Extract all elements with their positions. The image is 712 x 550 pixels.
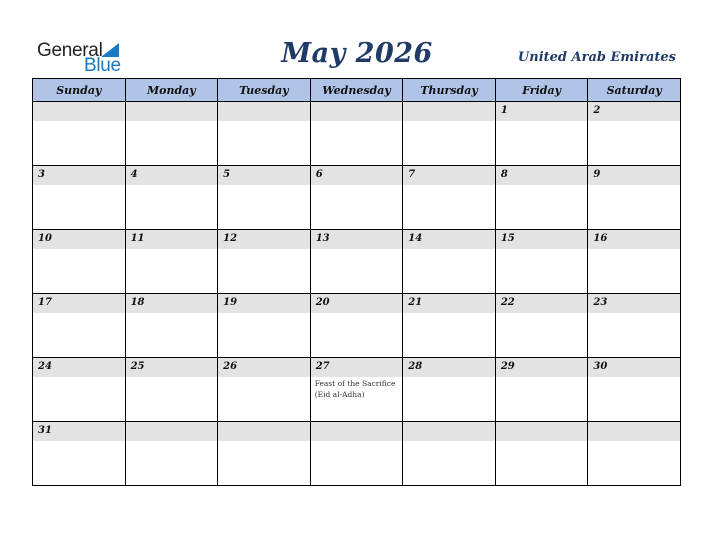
day-cell [125,358,218,422]
date-band [311,422,403,441]
day-cell [125,294,218,358]
weekday-thursday: Thursday [403,79,496,102]
day-cell [33,102,126,166]
date-band [218,102,310,121]
date-band [33,166,125,185]
day-cell [403,230,496,294]
date-band [496,358,588,377]
date-band [403,102,495,121]
weekday-tuesday: Tuesday [218,79,311,102]
country-label: United Arab Emirates [517,50,676,65]
weekday-wednesday: Wednesday [310,79,403,102]
day-cell [588,166,681,230]
day-number: 13 [315,233,330,244]
date-band [588,166,680,185]
day-number: 11 [130,233,145,244]
day-number: 17 [38,297,52,308]
day-number: 20 [315,297,330,308]
day-number: 31 [38,425,52,436]
date-band [403,358,495,377]
date-band [33,422,125,441]
date-band [218,166,310,185]
date-band [496,422,588,441]
day-cell [33,230,126,294]
day-cell [495,422,588,486]
date-band [311,358,403,377]
day-number: 22 [500,297,515,308]
date-band [126,422,218,441]
date-band [218,230,310,249]
weekday-saturday: Saturday [588,79,681,102]
week-row [33,358,681,422]
day-cell [588,358,681,422]
week-row [33,166,681,230]
day-number: 24 [38,361,52,372]
day-number: 4 [130,169,138,180]
day-number: 2 [593,105,601,116]
day-cell [33,294,126,358]
generalblue-logo [37,40,137,74]
day-cell [495,294,588,358]
date-band [403,230,495,249]
day-cell [33,166,126,230]
day-number: 25 [130,361,145,372]
date-band [496,166,588,185]
day-cell [588,294,681,358]
weekday-header-row [33,79,681,102]
day-number: 15 [500,233,515,244]
date-band [33,358,125,377]
day-number: 5 [223,169,231,180]
date-band [403,294,495,313]
day-number: 6 [315,169,323,180]
day-cell [588,102,681,166]
date-band [126,358,218,377]
day-number: 10 [38,233,52,244]
date-band [33,294,125,313]
date-band [403,166,495,185]
calendar-title: May 2026 [281,38,433,69]
week-row [33,102,681,166]
day-cell [218,294,311,358]
day-number: 27 [315,361,330,372]
holiday-event: Feast of the Sacrifice (Eid al-Adha) [314,379,396,399]
date-band [311,230,403,249]
day-cell [495,358,588,422]
date-band [126,166,218,185]
day-cell [403,102,496,166]
date-band [588,422,680,441]
date-band [311,294,403,313]
day-number: 1 [500,105,508,116]
date-band [218,294,310,313]
day-cell [403,166,496,230]
week-row [33,422,681,486]
day-cell [218,230,311,294]
date-band [588,102,680,121]
day-number: 12 [223,233,238,244]
date-band [496,230,588,249]
date-band [126,102,218,121]
day-cell [218,102,311,166]
weekday-sunday: Sunday [33,79,126,102]
day-cell [218,166,311,230]
week-row [33,294,681,358]
day-number: 30 [593,361,608,372]
day-cell [310,422,403,486]
day-cell [310,294,403,358]
day-number: 21 [408,297,423,308]
date-band [33,230,125,249]
date-band [588,230,680,249]
day-number: 28 [408,361,423,372]
date-band [496,294,588,313]
day-cell [125,422,218,486]
calendar-grid [32,78,681,486]
week-row [33,230,681,294]
date-band [311,166,403,185]
day-number: 7 [408,169,416,180]
date-band [496,102,588,121]
day-cell [403,294,496,358]
date-band [588,294,680,313]
day-cell [403,358,496,422]
date-band [218,358,310,377]
weekday-friday: Friday [495,79,588,102]
day-cell [588,422,681,486]
day-number: 3 [38,169,45,180]
logo-text-blue: Blue [84,55,121,76]
day-cell [588,230,681,294]
day-cell [310,358,403,422]
weekday-monday: Monday [125,79,218,102]
day-cell [495,166,588,230]
logo-text-general: General [37,40,103,61]
date-band [218,422,310,441]
day-number: 8 [500,169,508,180]
day-cell [310,230,403,294]
date-band [403,422,495,441]
day-number: 18 [130,297,145,308]
day-number: 9 [593,169,601,180]
day-cell [125,102,218,166]
day-number: 29 [500,361,515,372]
day-cell [218,422,311,486]
day-cell [125,230,218,294]
day-cell [33,358,126,422]
day-number: 23 [593,297,608,308]
date-band [33,102,125,121]
day-cell [403,422,496,486]
date-band [126,230,218,249]
day-cell [125,166,218,230]
date-band [126,294,218,313]
day-cell [310,102,403,166]
day-number: 26 [223,361,238,372]
day-cell [218,358,311,422]
day-cell [310,166,403,230]
day-cell [33,422,126,486]
day-cell [495,230,588,294]
date-band [311,102,403,121]
day-cell [495,102,588,166]
date-band [588,358,680,377]
day-number: 19 [223,297,238,308]
day-number: 16 [593,233,608,244]
day-number: 14 [408,233,423,244]
